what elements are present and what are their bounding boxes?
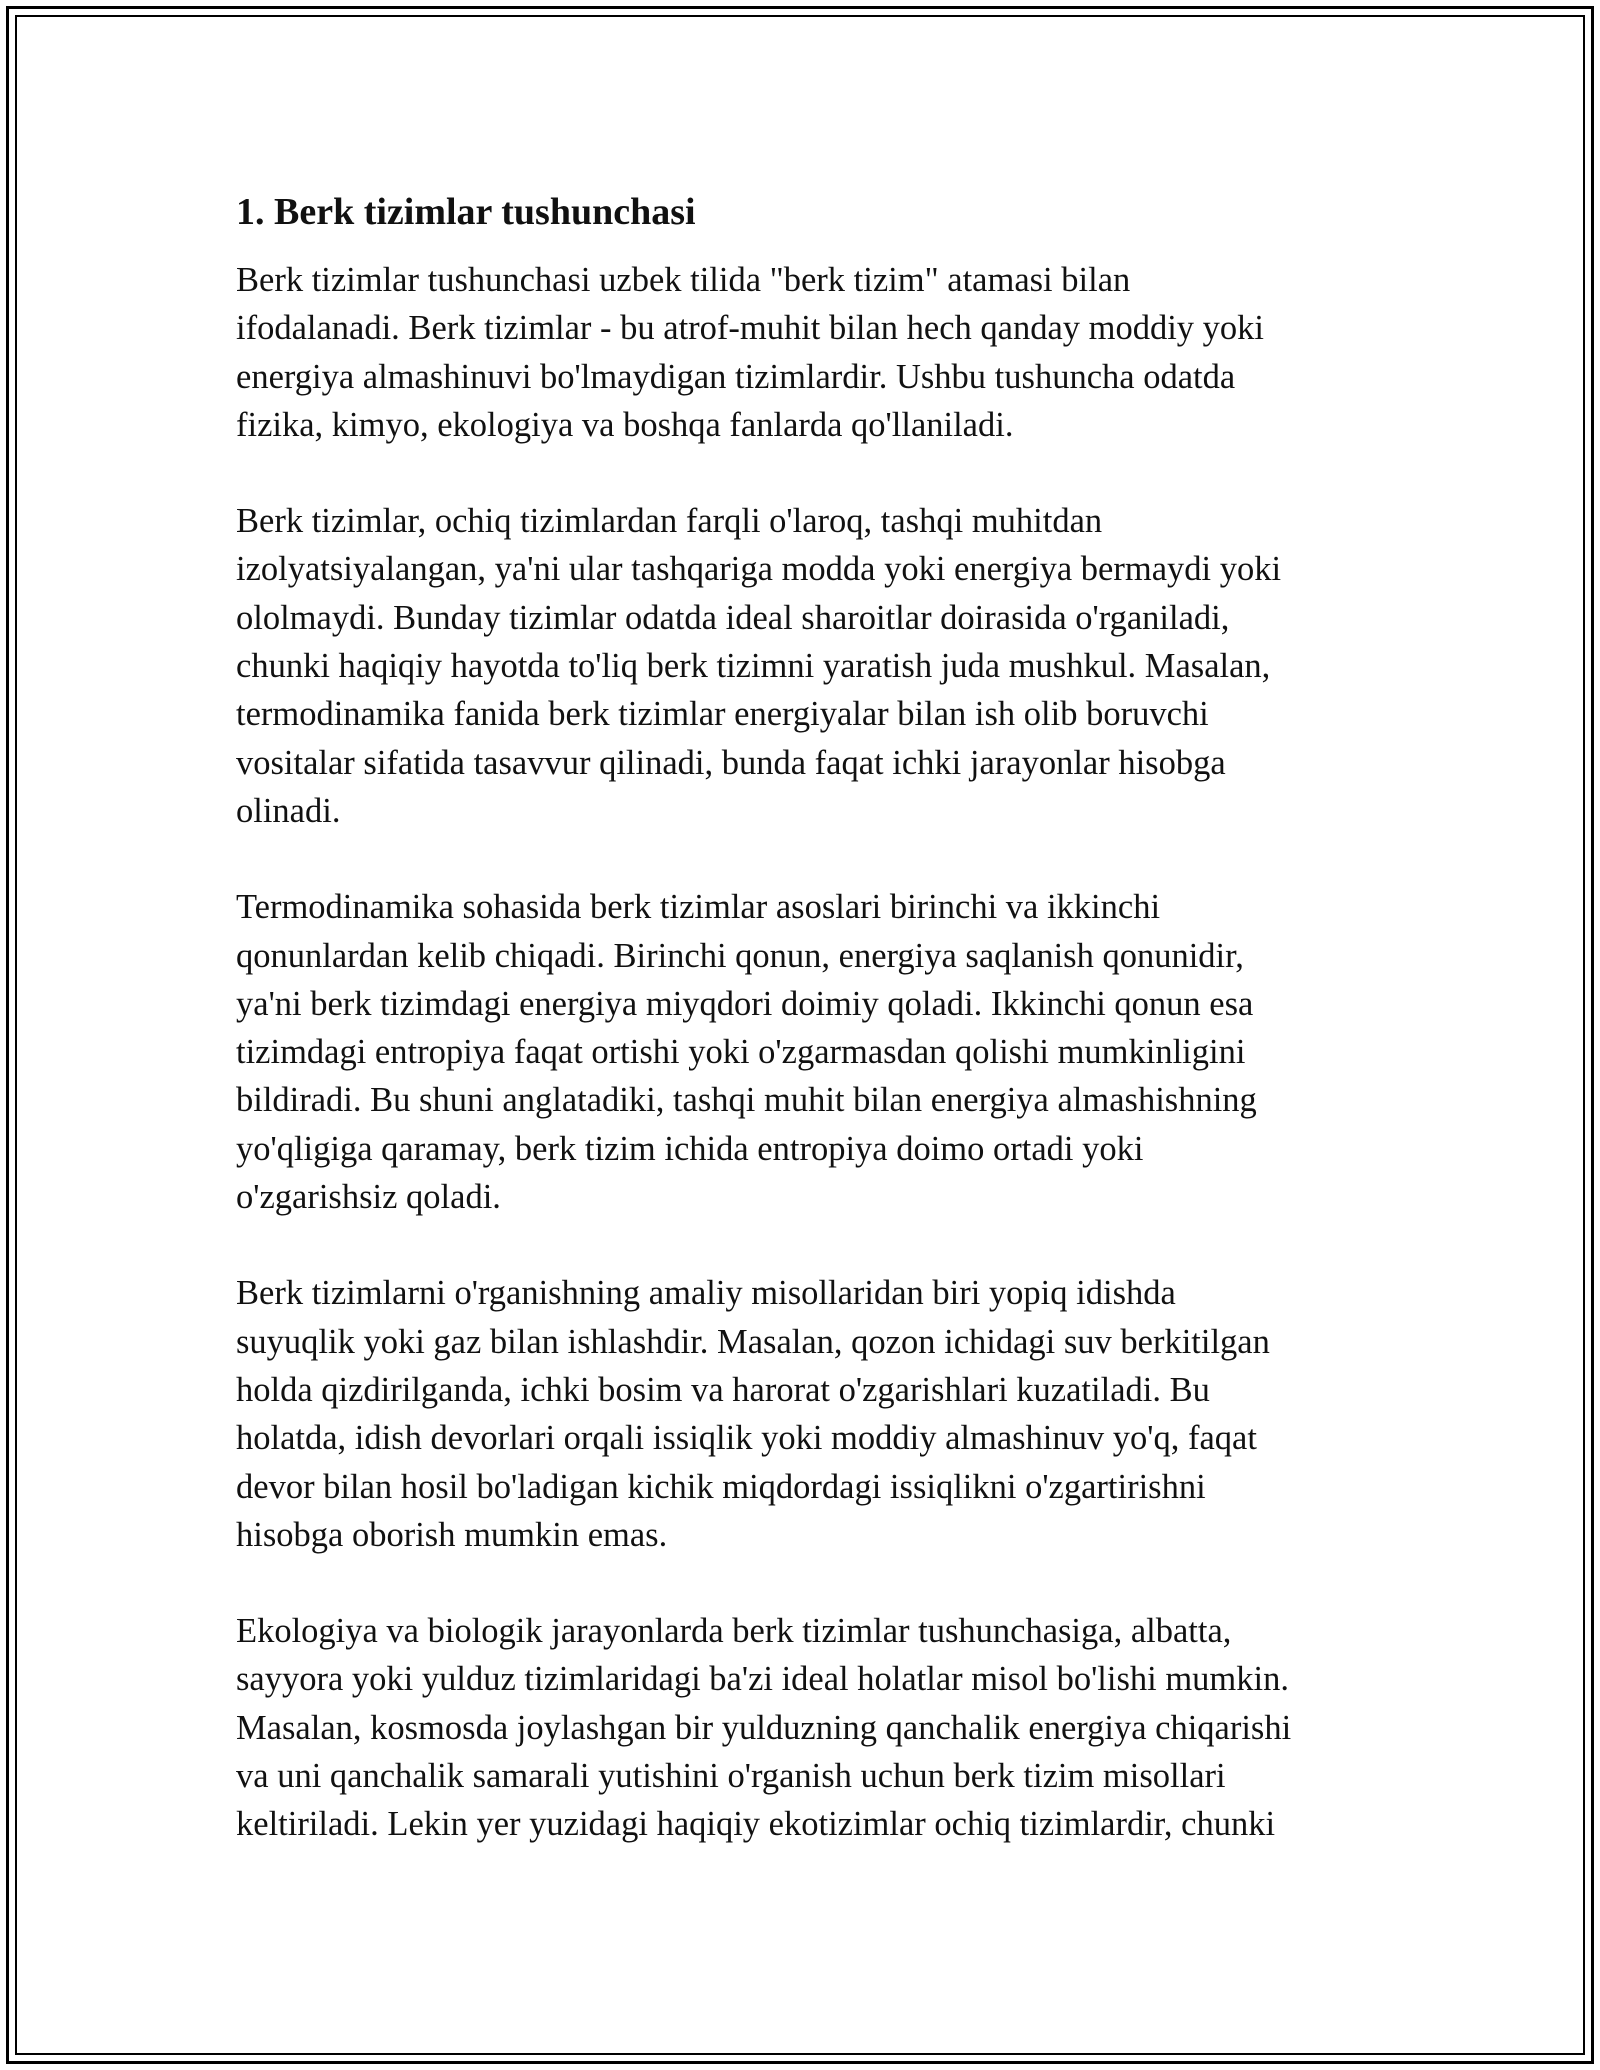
text-line: Berk tizimlar, ochiq tizimlardan farqli o'laroq, tashqi muhitdan — [236, 502, 1103, 541]
text-line: qonunlardan kelib chiqadi. Birinchi qonun, energiya saqlanish qonunidir, — [236, 936, 1244, 975]
text-line: va uni qanchalik samarali yutishini o'rganish uchun berk tizim misollari — [236, 1757, 1226, 1796]
text-line: hisobga oborish mumkin emas. — [236, 1515, 668, 1554]
text-line: tizimdagi entropiya faqat ortishi yoki o'zgarmasdan qolishi mumkinligini — [236, 1033, 1246, 1072]
text-line: holatda, idish devorlari orqali issiqlik yoki moddiy almashinuv yo'q, faqat — [236, 1419, 1257, 1458]
paragraph-5 — [236, 1607, 1366, 1848]
text-line: termodinamika fanida berk tizimlar energiyalar bilan ish olib boruvchi — [236, 695, 1209, 734]
text-line: chunki haqiqiy hayotda to'liq berk tizimni yaratish juda mushkul. Masalan, — [236, 647, 1271, 686]
text-line: energiya almashinuvi bo'lmaydigan tizimlardir. Ushbu tushuncha odatda — [236, 357, 1236, 396]
text-line: sayyora yoki yulduz tizimlaridagi ba'zi ideal holatlar misol bo'lishi mumkin. — [236, 1660, 1289, 1699]
text-line: bildiradi. Bu shuni anglatadiki, tashqi muhit bilan energiya almashishning — [236, 1081, 1257, 1120]
text-line: olinadi. — [236, 791, 341, 830]
text-line: Termodinamika sohasida berk tizimlar asoslari birinchi va ikkinchi — [236, 888, 1161, 927]
text-line: Berk tizimlarni o'rganishning amaliy misollaridan biri yopiq idishda — [236, 1274, 1176, 1313]
text-line: holda qizdirilganda, ichki bosim va harorat o'zgarishlari kuzatiladi. Bu — [236, 1370, 1210, 1409]
section-heading: 1. Berk tizimlar tushunchasi — [236, 191, 696, 233]
text-line: o'zgarishsiz qoladi. — [236, 1178, 501, 1217]
paragraph-2 — [236, 497, 1366, 835]
text-line: Ekologiya va biologik jarayonlarda berk tizimlar tushunchasiga, albatta, — [236, 1612, 1232, 1651]
text-line: keltiriladi. Lekin yer yuzidagi haqiqiy ekotizimlar ochiq tizimlardir, chunki — [236, 1805, 1276, 1844]
text-line: ololmaydi. Bunday tizimlar odatda ideal sharoitlar doirasida o'rganiladi, — [236, 598, 1230, 637]
text-line: Masalan, kosmosda joylashgan bir yulduzning qanchalik energiya chiqarishi — [236, 1708, 1292, 1747]
text-line: suyuqlik yoki gaz bilan ishlashdir. Masalan, qozon ichidagi suv berkitilgan — [236, 1322, 1270, 1361]
document-body — [236, 186, 1366, 1897]
paragraph-3 — [236, 883, 1366, 1221]
text-line: yo'qligiga qaramay, berk tizim ichida entropiya doimo ortadi yoki — [236, 1129, 1144, 1168]
text-line: fizika, kimyo, ekologiya va boshqa fanlarda qo'llaniladi. — [236, 405, 1014, 444]
text-line: Berk tizimlar tushunchasi uzbek tilida "berk tizim" atamasi bilan — [236, 261, 1131, 299]
text-line: ya'ni berk tizimdagi energiya miyqdori doimiy qoladi. Ikkinchi qonun esa — [236, 984, 1254, 1023]
text-line: devor bilan hosil bo'ladigan kichik miqdordagi issiqlikni o'zgartirishni — [236, 1467, 1206, 1506]
text-line: izolyatsiyalangan, ya'ni ular tashqariga modda yoki energiya bermaydi yoki — [236, 550, 1282, 589]
text-line: vositalar sifatida tasavvur qilinadi, bunda faqat ichki jarayonlar hisobga — [236, 743, 1226, 782]
paragraph-1 — [236, 256, 1366, 449]
paragraph-4 — [236, 1269, 1366, 1559]
text-line: ifodalanadi. Berk tizimlar - bu atrof-muhit bilan hech qanday moddiy yoki — [236, 309, 1265, 348]
